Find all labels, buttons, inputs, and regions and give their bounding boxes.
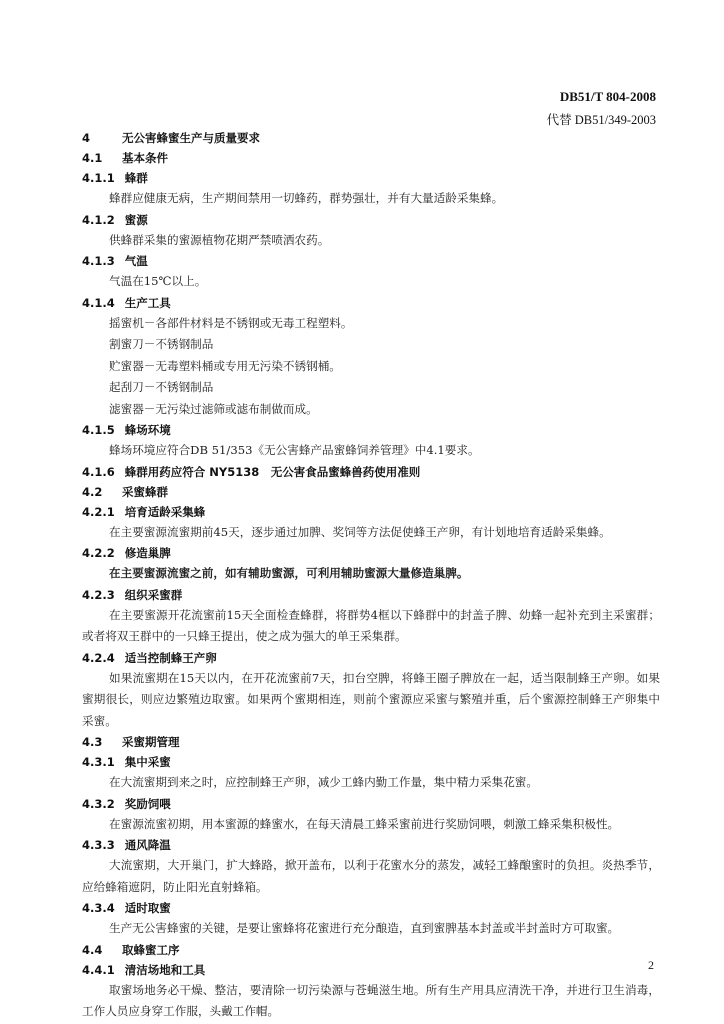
paragraph: 蜂群应健康无病，生产期间禁用一切蜂药，群势强壮，并有大量适龄采集蜂。 <box>109 191 504 205</box>
section-heading <box>82 420 660 440</box>
section-title: 培育适龄采集蜂 <box>124 504 206 519</box>
section-heading <box>82 128 660 148</box>
section-heading <box>82 835 660 855</box>
section-number: 4.1.1 <box>82 171 115 185</box>
section-number: 4.1.3 <box>82 254 115 268</box>
section-title: 生产工具 <box>124 295 171 310</box>
section-number: 4.4 <box>82 942 103 957</box>
section-title: 适当控制蜂王产卵 <box>124 650 217 665</box>
section-heading <box>82 732 660 752</box>
section-heading <box>82 482 660 502</box>
section-number: 4.4.1 <box>82 962 115 977</box>
paragraph: 滤蜜器－无污染过滤筛或滤布制做而成。 <box>109 401 318 416</box>
section-title: 无公害蜂蜜生产与质量要求 <box>122 131 260 145</box>
section-heading <box>82 585 660 605</box>
paragraph: 在主要蜜源开花流蜜前15天全面检查蜂群，将群势4框以下蜂群中的封盖子脾、幼蜂一起补充到主采蜜群；或者将双王群中的一只蜂王提出，使之成为强大的单王采集群。 <box>82 607 660 643</box>
section-number: 4.1.6 <box>82 464 115 479</box>
section-title: 集中采蜜 <box>124 755 171 769</box>
section-heading <box>82 210 660 230</box>
section-title: 适时取蜜 <box>124 901 171 915</box>
page-number: 2 <box>648 958 654 972</box>
section-title: 通风降温 <box>124 838 171 852</box>
section-title: 组织采蜜群 <box>124 587 183 602</box>
paragraph: 起刮刀－不锈钢制品 <box>109 380 214 394</box>
section-title: 采蜜蜂群 <box>122 484 168 499</box>
paragraph: 贮蜜器－无毒塑料桶或专用无污染不锈钢桶。 <box>109 358 341 373</box>
paragraph: 取蜜场地务必干燥、整洁，要清除一切污染源与苍蝇滋生地。所有生产用具应清洗干净，并进行卫生消毒，工作人员应身穿工作服，头戴工作帽。 <box>82 982 660 1018</box>
section-number: 4.1.2 <box>82 212 115 227</box>
section-number: 4.3.1 <box>82 755 115 769</box>
section-title: 蜂场环境 <box>124 423 171 437</box>
paragraph: 大流蜜期，大开巢门，扩大蜂路，掀开盖布，以利于花蜜水分的蒸发，减轻工蜂酿蜜时的负担。炎热季节，应给蜂箱遮阴，防止阳光直射蜂箱。 <box>82 858 660 894</box>
section-heading <box>82 940 660 960</box>
section-title: 修造巢脾 <box>124 546 171 560</box>
section-number: 4.1 <box>82 151 103 165</box>
section-number: 4.3 <box>82 735 103 749</box>
paragraph: 生产无公害蜂蜜的关键，是要让蜜蜂将花蜜进行充分酿造，直到蜜脾基本封盖或半封盖时方可取蜜。 <box>109 921 620 935</box>
section-number: 4.1.4 <box>82 295 115 310</box>
section-title: 清洁场地和工具 <box>124 962 206 977</box>
document-body <box>82 128 660 1023</box>
paragraph: 如果流蜜期在15天以内，在开花流蜜前7天，扣台空脾，将蜂王圈子脾放在一起，适当限制蜂王产卵。如果蜜期很长，则应边繁殖边取蜜。如果两个蜜期相连，则前个蜜源应采蜜与繁殖并重，后个蜜源控制蜂王产卵集中采蜜。 <box>82 670 660 728</box>
section-heading <box>82 794 660 814</box>
section-number: 4.3.3 <box>82 838 115 852</box>
section-number: 4.1.5 <box>82 423 115 437</box>
paragraph: 割蜜刀－不锈钢制品 <box>109 337 214 351</box>
section-heading <box>82 148 660 168</box>
section-heading <box>82 898 660 918</box>
paragraph: 气温在15℃以上。 <box>109 274 207 288</box>
section-title: 取蜂蜜工序 <box>122 942 180 957</box>
section-title: 蜜源 <box>124 212 148 227</box>
paragraph: 蜂场环境应符合DB 51/353《无公害蜂产品蜜蜂饲养管理》中4.1要求。 <box>109 443 480 457</box>
section-title: 蜂群用药应符合 NY5138 无公害食品蜜蜂兽药使用准则 <box>124 464 421 479</box>
section-number: 4 <box>82 131 91 145</box>
section-number: 4.3.4 <box>82 901 115 915</box>
section-heading <box>82 648 660 668</box>
paragraph: 在主要蜜源流蜜之前，如有辅助蜜源，可利用辅助蜜源大量修造巢脾。 <box>109 566 469 580</box>
section-number: 4.2.2 <box>82 546 115 560</box>
paragraph: 在蜜源流蜜初期，用本蜜源的蜂蜜水，在每天清晨工蜂采蜜前进行奖励饲喂，刺激工蜂采集积极性。 <box>109 816 620 831</box>
section-number: 4.3.2 <box>82 796 115 811</box>
standard-code: DB51/T 804-2008 <box>559 89 656 104</box>
section-heading <box>82 960 660 980</box>
section-title: 蜂群 <box>124 171 148 185</box>
section-heading <box>82 502 660 522</box>
section-heading <box>82 168 660 188</box>
paragraph: 供蜂群采集的蜜源植物花期严禁喷洒农药。 <box>109 232 330 247</box>
section-title: 奖励饲喂 <box>124 796 171 811</box>
section-heading <box>82 251 660 271</box>
section-title: 采蜜期管理 <box>122 735 180 749</box>
section-title: 基本条件 <box>122 151 168 165</box>
section-number: 4.2.4 <box>82 650 115 665</box>
section-number: 4.2.3 <box>82 587 115 602</box>
paragraph: 在主要蜜源流蜜期前45天，逐步通过加脾、奖饲等方法促使蜂王产卵，有计划地培育适龄采集蜂。 <box>109 524 611 539</box>
section-heading <box>82 293 660 313</box>
paragraph: 摇蜜机－各部件材料是不锈钢或无毒工程塑料。 <box>109 315 353 330</box>
replaces-note: 代替 DB51/349-2003 <box>546 113 656 127</box>
section-heading <box>82 752 660 772</box>
paragraph: 在大流蜜期到来之时，应控制蜂王产卵，减少工蜂内勤工作量，集中精力采集花蜜。 <box>109 775 538 789</box>
section-title: 气温 <box>124 254 148 268</box>
section-heading <box>82 543 660 563</box>
section-number: 4.2.1 <box>82 504 115 519</box>
section-heading <box>82 462 660 482</box>
section-number: 4.2 <box>82 484 103 499</box>
